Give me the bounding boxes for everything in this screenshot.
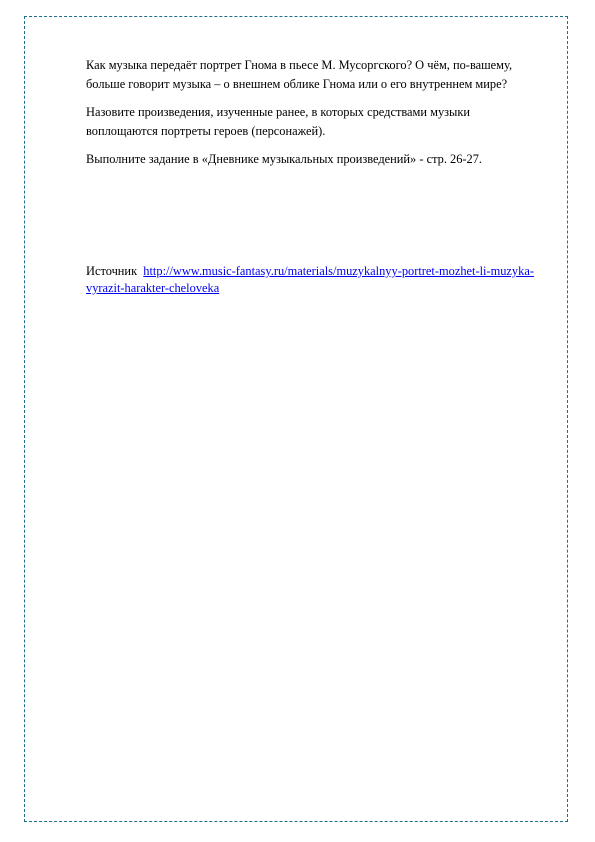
- question-paragraph: Как музыка передаёт портрет Гнома в пьесе М. Мусоргского? О чём, по-вашему, больше говорит музыка – о внешнем облике Гнома или о его внутреннем мире?: [86, 58, 513, 91]
- source-link[interactable]: http://www.music-fantasy.ru/materials/muzykalnyy-portret-mozhet-li-muzyka-vyrazit-harakter-cheloveka: [86, 264, 534, 295]
- assignment-paragraph: Выполните задание в «Дневнике музыкальных произведений» - стр. 26-27.: [86, 152, 483, 166]
- task-paragraph: Назовите произведения, изученные ранее, в которых средствами музыки воплощаются портреты героев (персонажей).: [86, 105, 471, 138]
- source-line: [86, 263, 556, 297]
- source-label: Источник: [86, 264, 138, 278]
- document-body: [86, 56, 526, 178]
